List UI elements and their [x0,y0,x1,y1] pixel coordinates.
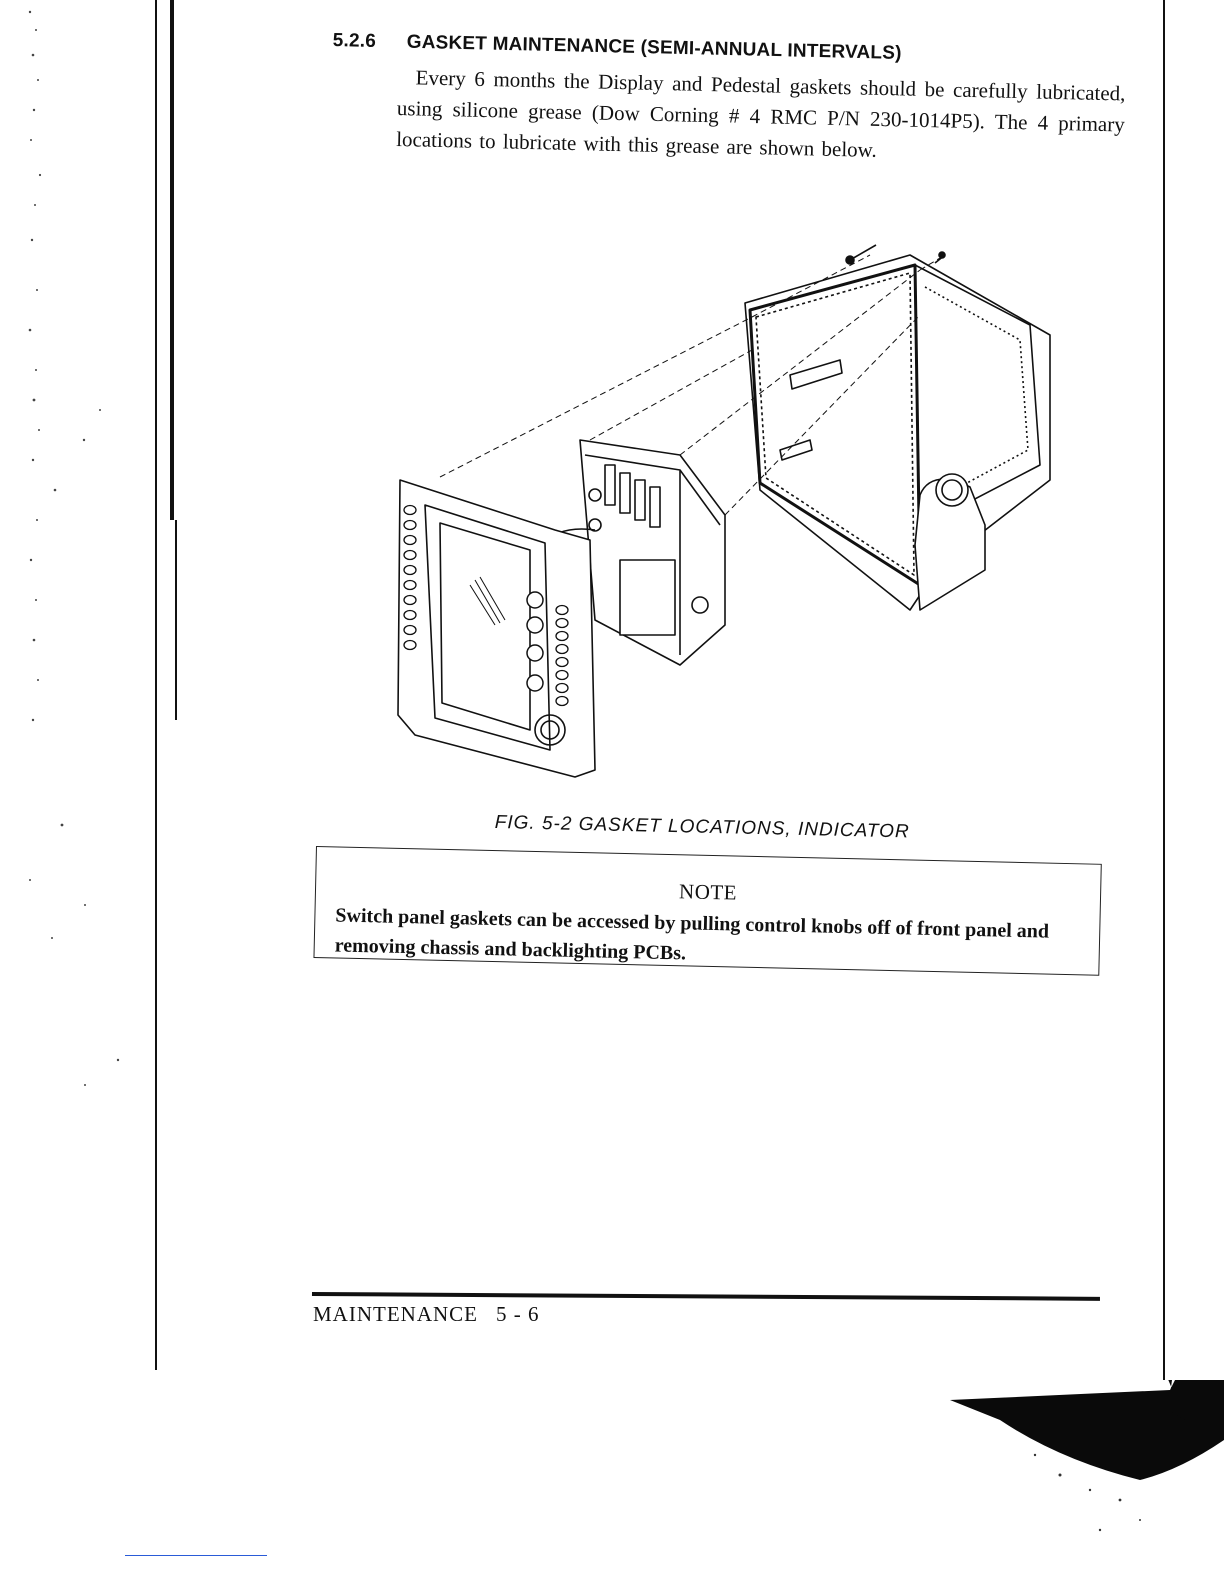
footer-rule [312,1292,1100,1301]
note-text: Switch panel gaskets can be accessed by pulling control knobs off of front panel and removing chassis and backlighting PCBs. [334,904,1050,965]
figure-caption: FIG. 5-2 GASKET LOCATIONS, INDICATOR [494,812,910,843]
page-footer [313,1302,539,1327]
binding-line [1163,0,1165,1380]
intro-paragraph: Every 6 months the Display and Pedestal gaskets should be carefully lubricated, using silicone grease (Dow Corning # 4 RMC P/N 230-1014P5). The 4 primary locations to lubricate with this grease are shown below. [395,65,1126,162]
binding-line [175,520,177,720]
pedestal-knob [936,474,968,506]
rear-housing [745,255,1050,610]
scan-edge-speckle [0,0,120,1584]
footer-chapter: MAINTENANCE [313,1302,478,1326]
gasket-locations-figure [380,225,1100,805]
footer-page-number: 5 - 6 [495,1302,540,1326]
scan-corner-shadow [940,1380,1224,1584]
note-title: NOTE [678,879,738,905]
section-title: GASKET MAINTENANCE (SEMI-ANNUAL INTERVALS) [406,31,902,64]
section-number: 5.2.6 [332,30,377,52]
note-box [313,846,1101,976]
scan-underline [125,1555,267,1556]
binding-line [170,0,174,520]
binding-line [155,0,157,1370]
